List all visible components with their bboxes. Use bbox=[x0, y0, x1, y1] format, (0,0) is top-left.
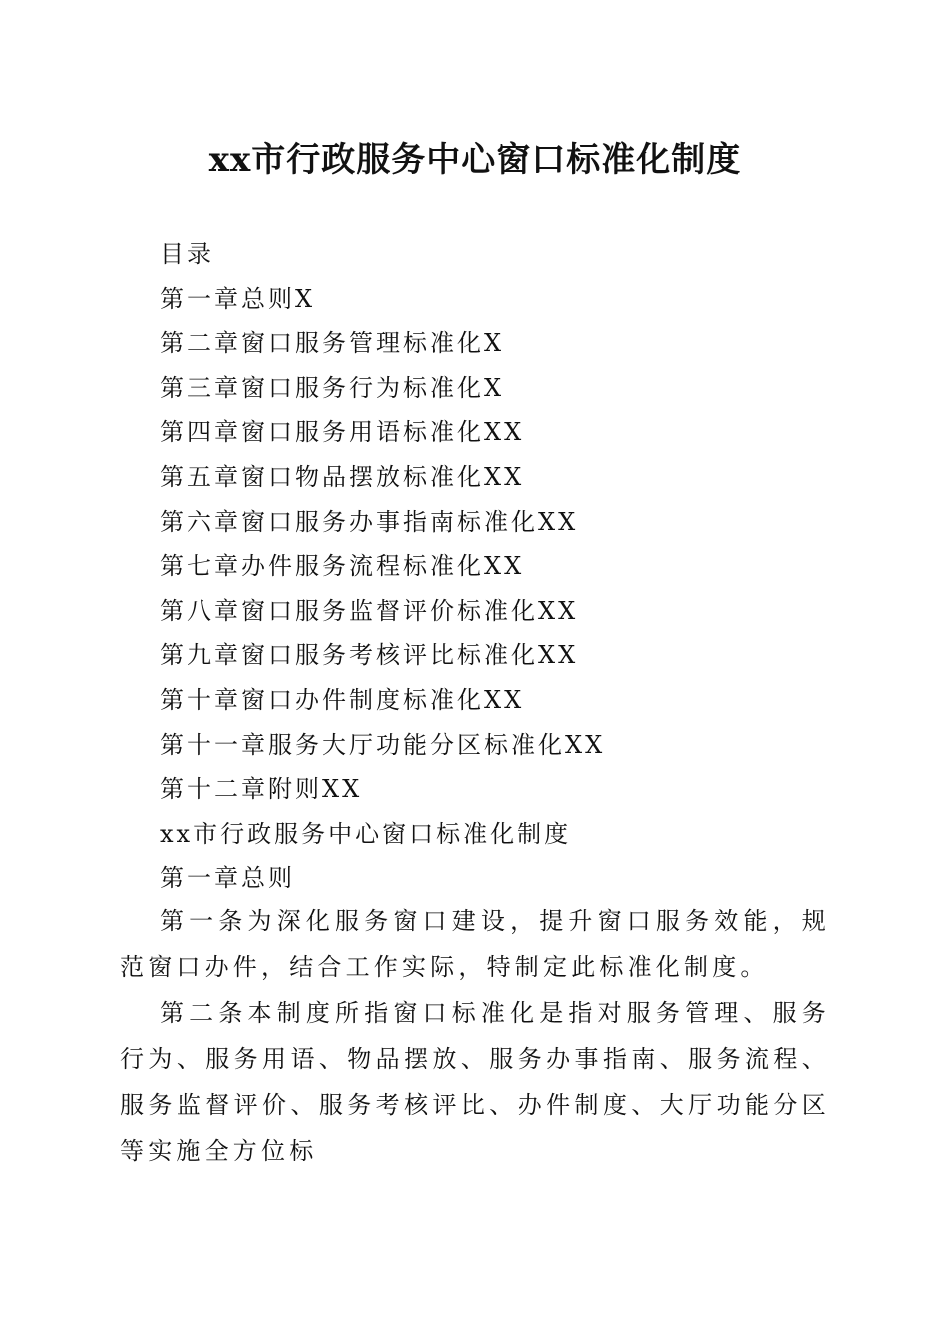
toc-item: 第三章窗口服务行为标准化X bbox=[160, 373, 505, 402]
toc-item: 第四章窗口服务用语标准化XX bbox=[160, 418, 525, 447]
document-title: xx市行政服务中心窗口标准化制度 bbox=[208, 140, 742, 180]
table-of-contents bbox=[160, 232, 860, 901]
toc-item: 第二章窗口服务管理标准化X bbox=[160, 329, 505, 358]
toc-item: 第八章窗口服务监督评价标准化XX bbox=[160, 596, 579, 625]
toc-heading: 目录 bbox=[160, 240, 214, 268]
paragraph: 第二条本制度所指窗口标准化是指对服务管理、服务行为、服务用语、物品摆放、服务办事指南、服务流程、服务监督评价、服务考核评比、办件制度、大厅功能分区等实施全方位标 bbox=[120, 999, 830, 1165]
toc-item: 第十章窗口办件制度标准化XX bbox=[160, 685, 525, 714]
toc-item: 第十二章附则XX bbox=[160, 775, 363, 804]
chapter-heading: 第一章总则 bbox=[160, 864, 295, 893]
body-text bbox=[120, 898, 830, 1174]
toc-item: 第七章办件服务流程标准化XX bbox=[160, 552, 525, 581]
paragraph: 第一条为深化服务窗口建设，提升窗口服务效能，规范窗口办件，结合工作实际，特制定此标准化制度。 bbox=[120, 907, 830, 981]
repeat-title: xx市行政服务中心窗口标准化制度 bbox=[160, 819, 572, 848]
toc-item: 第九章窗口服务考核评比标准化XX bbox=[160, 641, 579, 670]
toc-item: 第五章窗口物品摆放标准化XX bbox=[160, 462, 525, 491]
toc-item: 第十一章服务大厅功能分区标准化XX bbox=[160, 730, 606, 759]
toc-item: 第六章窗口服务办事指南标准化XX bbox=[160, 507, 579, 536]
toc-item: 第一章总则X bbox=[160, 284, 316, 313]
